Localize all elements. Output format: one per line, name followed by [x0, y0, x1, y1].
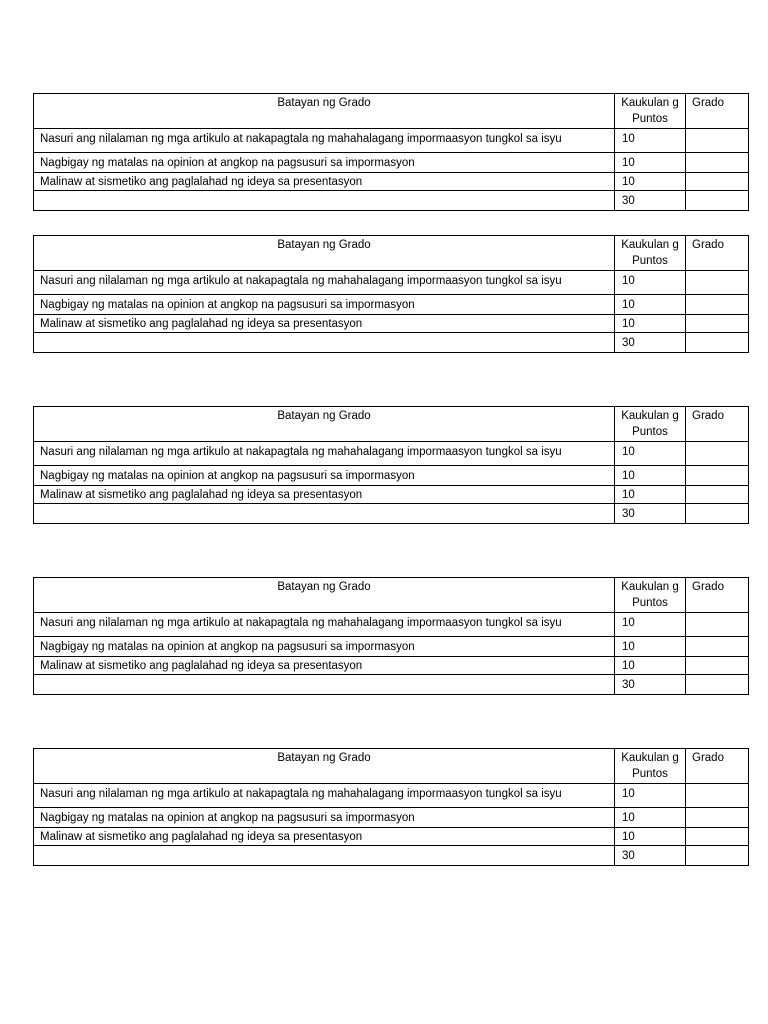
table-row	[34, 271, 749, 295]
grade-header: Grado	[686, 407, 749, 442]
table-row	[34, 828, 749, 846]
criteria-cell: Malinaw at sismetiko ang paglalahad ng ideya sa presentasyon	[34, 657, 615, 675]
points-header: Kaukulan g Puntos	[615, 578, 686, 613]
points-header: Kaukulan g Puntos	[615, 749, 686, 784]
table-row	[34, 486, 749, 504]
total-row	[34, 333, 749, 353]
points-header: Kaukulan g Puntos	[615, 407, 686, 442]
criteria-header: Batayan ng Grado	[34, 749, 615, 784]
points-cell: 10	[615, 295, 686, 315]
total-label-cell	[34, 333, 615, 353]
points-cell: 10	[615, 613, 686, 637]
rubric-header-row	[34, 94, 749, 129]
table-row	[34, 442, 749, 466]
points-cell: 10	[615, 466, 686, 486]
criteria-header: Batayan ng Grado	[34, 407, 615, 442]
rubric-header-row	[34, 578, 749, 613]
table-row	[34, 295, 749, 315]
points-cell: 10	[615, 637, 686, 657]
criteria-cell: Nagbigay ng matalas na opinion at angkop na pagsusuri sa impormasyon	[34, 637, 615, 657]
points-cell: 10	[615, 129, 686, 153]
points-cell: 10	[615, 153, 686, 173]
criteria-cell: Nasuri ang nilalaman ng mga artikulo at nakapagtala ng mahahalagang impormaasyon tungkol sa isyu	[34, 442, 615, 466]
criteria-header: Batayan ng Grado	[34, 578, 615, 613]
grade-cell[interactable]	[686, 442, 749, 466]
total-row	[34, 191, 749, 211]
table-row	[34, 613, 749, 637]
points-cell: 10	[615, 442, 686, 466]
table-row	[34, 173, 749, 191]
rubric-header-row	[34, 407, 749, 442]
grade-header: Grado	[686, 94, 749, 129]
points-header: Kaukulan g Puntos	[615, 236, 686, 271]
points-cell: 10	[615, 808, 686, 828]
total-grade-cell[interactable]	[686, 846, 749, 866]
criteria-header: Batayan ng Grado	[34, 236, 615, 271]
rubric-table-3	[33, 406, 749, 524]
total-label-cell	[34, 191, 615, 211]
criteria-cell: Malinaw at sismetiko ang paglalahad ng ideya sa presentasyon	[34, 173, 615, 191]
grade-cell[interactable]	[686, 153, 749, 173]
total-row	[34, 846, 749, 866]
grade-cell[interactable]	[686, 173, 749, 191]
total-points-cell: 30	[615, 846, 686, 866]
total-row	[34, 504, 749, 524]
grade-cell[interactable]	[686, 808, 749, 828]
rubric-table-5	[33, 748, 749, 866]
grade-cell[interactable]	[686, 613, 749, 637]
criteria-cell: Malinaw at sismetiko ang paglalahad ng ideya sa presentasyon	[34, 486, 615, 504]
rubric-table-4	[33, 577, 749, 695]
points-cell: 10	[615, 784, 686, 808]
grade-cell[interactable]	[686, 486, 749, 504]
grade-cell[interactable]	[686, 271, 749, 295]
grade-cell[interactable]	[686, 784, 749, 808]
table-row	[34, 129, 749, 153]
points-header: Kaukulan g Puntos	[615, 94, 686, 129]
total-grade-cell[interactable]	[686, 675, 749, 695]
criteria-cell: Nasuri ang nilalaman ng mga artikulo at nakapagtala ng mahahalagang impormaasyon tungkol sa isyu	[34, 271, 615, 295]
points-cell: 10	[615, 486, 686, 504]
total-grade-cell[interactable]	[686, 333, 749, 353]
criteria-cell: Malinaw at sismetiko ang paglalahad ng ideya sa presentasyon	[34, 828, 615, 846]
rubric-table-1	[33, 93, 749, 211]
total-grade-cell[interactable]	[686, 504, 749, 524]
table-row	[34, 637, 749, 657]
table-row	[34, 466, 749, 486]
table-row	[34, 657, 749, 675]
rubric-header-row	[34, 749, 749, 784]
table-row	[34, 315, 749, 333]
total-row	[34, 675, 749, 695]
criteria-header: Batayan ng Grado	[34, 94, 615, 129]
table-row	[34, 808, 749, 828]
rubric-header-row	[34, 236, 749, 271]
grade-cell[interactable]	[686, 828, 749, 846]
grade-header: Grado	[686, 236, 749, 271]
total-points-cell: 30	[615, 333, 686, 353]
points-cell: 10	[615, 828, 686, 846]
grade-cell[interactable]	[686, 466, 749, 486]
rubric-table-2	[33, 235, 749, 353]
grade-cell[interactable]	[686, 129, 749, 153]
table-row	[34, 153, 749, 173]
total-label-cell	[34, 504, 615, 524]
total-label-cell	[34, 846, 615, 866]
grade-cell[interactable]	[686, 657, 749, 675]
grade-header: Grado	[686, 749, 749, 784]
points-cell: 10	[615, 315, 686, 333]
grade-cell[interactable]	[686, 295, 749, 315]
grade-header: Grado	[686, 578, 749, 613]
grade-cell[interactable]	[686, 637, 749, 657]
table-row	[34, 784, 749, 808]
criteria-cell: Nagbigay ng matalas na opinion at angkop na pagsusuri sa impormasyon	[34, 295, 615, 315]
total-points-cell: 30	[615, 504, 686, 524]
grade-cell[interactable]	[686, 315, 749, 333]
criteria-cell: Nagbigay ng matalas na opinion at angkop na pagsusuri sa impormasyon	[34, 153, 615, 173]
points-cell: 10	[615, 271, 686, 295]
total-label-cell	[34, 675, 615, 695]
total-points-cell: 30	[615, 675, 686, 695]
criteria-cell: Malinaw at sismetiko ang paglalahad ng ideya sa presentasyon	[34, 315, 615, 333]
criteria-cell: Nagbigay ng matalas na opinion at angkop na pagsusuri sa impormasyon	[34, 808, 615, 828]
total-points-cell: 30	[615, 191, 686, 211]
points-cell: 10	[615, 173, 686, 191]
points-cell: 10	[615, 657, 686, 675]
criteria-cell: Nagbigay ng matalas na opinion at angkop na pagsusuri sa impormasyon	[34, 466, 615, 486]
total-grade-cell[interactable]	[686, 191, 749, 211]
criteria-cell: Nasuri ang nilalaman ng mga artikulo at nakapagtala ng mahahalagang impormaasyon tungkol sa isyu	[34, 613, 615, 637]
criteria-cell: Nasuri ang nilalaman ng mga artikulo at nakapagtala ng mahahalagang impormaasyon tungkol sa isyu	[34, 784, 615, 808]
criteria-cell: Nasuri ang nilalaman ng mga artikulo at nakapagtala ng mahahalagang impormaasyon tungkol sa isyu	[34, 129, 615, 153]
